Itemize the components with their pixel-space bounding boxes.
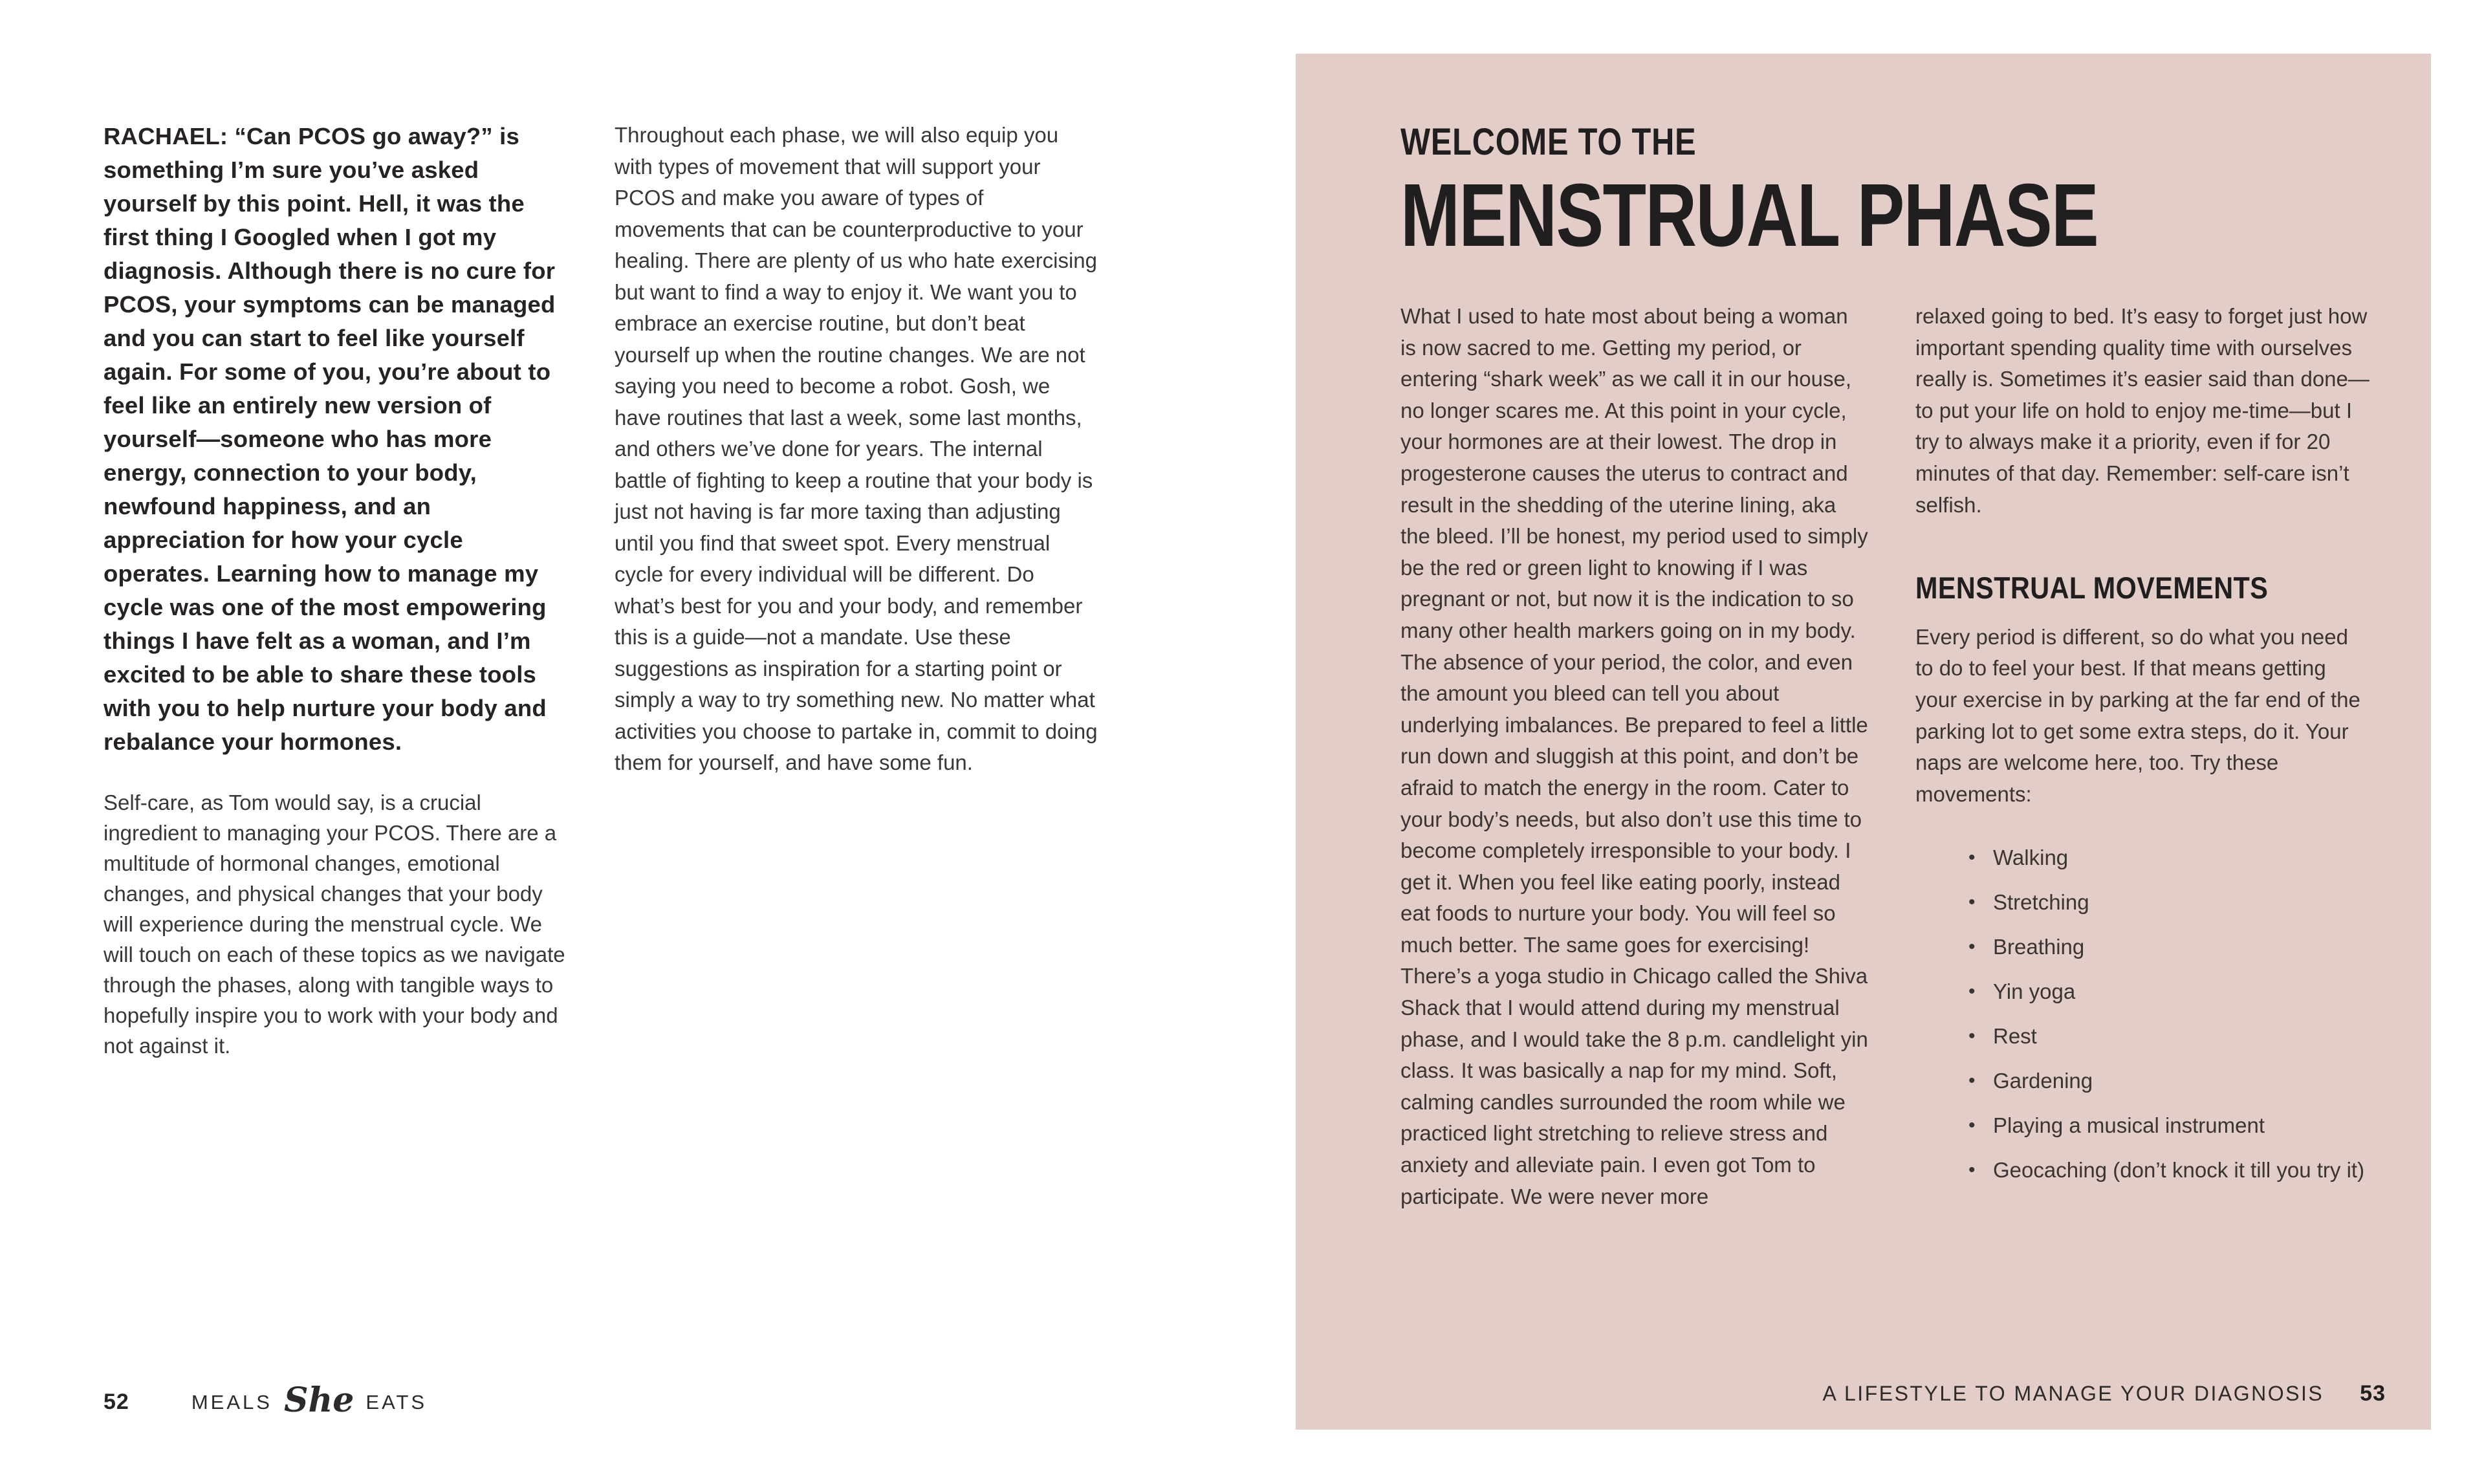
movement-item: • Yin yoga	[1915, 977, 2370, 1006]
book-title-eats: EATS	[365, 1391, 428, 1413]
movement-item: • Walking	[1915, 844, 2370, 872]
chapter-kicker: WELCOME TO THE	[1400, 121, 1697, 163]
menstrual-phase-paragraph-1: What I used to hate most about being a woman is now sacred to me. Getting my period, or entering “shark week” as we call it in our house, no longer scares me. At this point in your cycle, your hormones are at their lowest. The drop in progesterone causes the uterus to contract and result in the shedding of the uterine lining, aka the bleed. I’ll be honest, my period used to simply be the red or green light to knowing if I was pregnant or not, but now it is the indication to so many other health markers going on in my body. The absence of your period, the color, and even the amount you bleed can tell you about underlying imbalances. Be prepared to feel a little run down and sluggish at this point, and don’t be afraid to match the energy in the room. Cater to your body’s needs, but also don’t use this time to become completely irresponsible to your body. I get it. When you feel like eating poorly, instead eat foods to nurture your body. You will feel so much better. The same goes for exercising! There’s a yoga studio in Chicago called the Shiva Shack that I would attend during my menstrual phase, and I would take the 8 p.m. candlelight yin class. It was basically a nap for my mind. Soft, calming candles surrounded the room while we practiced light stretching to relieve stress and anxiety and alleviate pain. I even got Tom to participate. We were never more	[1400, 304, 1868, 1208]
right-column-1	[1400, 301, 1869, 1212]
movement-equip-paragraph: Throughout each phase, we will also equip you with types of movement that will support your PCOS and make you aware of types of movements that can be counterproductive to your healing. There are plenty of us who hate exercising but want to find a way to enjoy it. We want you to embrace an exercise routine, but don’t beat yourself up when the routine changes. We are not saying you need to become a robot. Gosh, we have routines that last a week, some last months, and others we’ve done for years. The internal battle of fighting to keep a routine that your body is just not having is far more taxing than adjusting until you find that sweet spot. Every menstrual cycle for every individual will be different. Do what’s best for you and your body, and remember this is a guide—not a mandate. Use these suggestions as inspiration for a starting point or simply a way to try something new. No matter what activities you choose to partake in, commit to doing them for yourself, and have some fun.	[615, 123, 1098, 774]
movement-item: • Geocaching (don’t knock it till you try it)	[1915, 1156, 2370, 1184]
running-footer-label: A LIFESTYLE TO MANAGE YOUR DIAGNOSIS	[1822, 1382, 2324, 1405]
movement-item: • Breathing	[1915, 933, 2370, 961]
menstrual-phase-paragraph-2: relaxed going to bed. It’s easy to forget just how important spending quality time with ourselves really is. Sometimes it’s easier said than done—to put your life on hold to enjoy me-time—but I try to always make it a priority, even if for 20 minutes of that day. Remember: self-care isn’t selfish.	[1915, 304, 2370, 517]
book-title-she-script: She	[283, 1380, 354, 1420]
book-title-meals: MEALS	[191, 1391, 272, 1413]
left-column-1	[104, 120, 571, 1061]
page-number-right: 53	[2360, 1381, 2386, 1406]
chapter-title: MENSTRUAL PHASE	[1400, 166, 2098, 265]
movement-list	[1915, 844, 2370, 1184]
movements-intro-paragraph: Every period is different, so do what you need to do to feel your best. If that means getting your exercise in by parking at the far end of the parking lot to get some extra steps, do it. Your naps are welcome here, too. Try these movements:	[1915, 624, 2360, 806]
page-number-left: 52	[104, 1390, 129, 1414]
right-page-footer	[1823, 1381, 2386, 1406]
right-page-panel	[1296, 54, 2431, 1430]
rachael-quote-paragraph: RACHAEL: “Can PCOS go away?” is something I’m sure you’ve asked yourself by this point. Hell, it was the first thing I Googled when I got my diagnosis. Although there is no cure for PCOS, your symptoms can be managed and you can start to feel like yourself again. For some of you, you’re about to feel like an entirely new version of yourself—someone who has more energy, connection to your body, newfound happiness, and an appreciation for how your cycle operates. Learning how to manage my cycle was one of the most empowering things I have felt as a woman, and I’m excited to be able to share these tools with you to help nurture your body and rebalance your hormones.	[104, 123, 556, 755]
right-column-2	[1915, 301, 2370, 1201]
left-page-footer	[104, 1378, 428, 1420]
movement-item: • Stretching	[1915, 888, 2370, 917]
chapter-header	[1400, 121, 2272, 265]
movement-item: • Rest	[1915, 1022, 2370, 1051]
selfcare-paragraph: Self-care, as Tom would say, is a crucial ingredient to managing your PCOS. There are a multitude of hormonal changes, emotional changes, and physical changes that your body will experience during the menstrual cycle. We will touch on each of these topics as we navigate through the phases, along with tangible ways to hopefully inspire you to work with your body and not against it.	[104, 791, 565, 1058]
movement-item: • Gardening	[1915, 1067, 2370, 1095]
menstrual-movements-heading: MENSTRUAL MOVEMENTS	[1915, 571, 2269, 606]
left-column-2	[615, 120, 1098, 779]
movement-item: • Playing a musical instrument	[1915, 1111, 2370, 1140]
